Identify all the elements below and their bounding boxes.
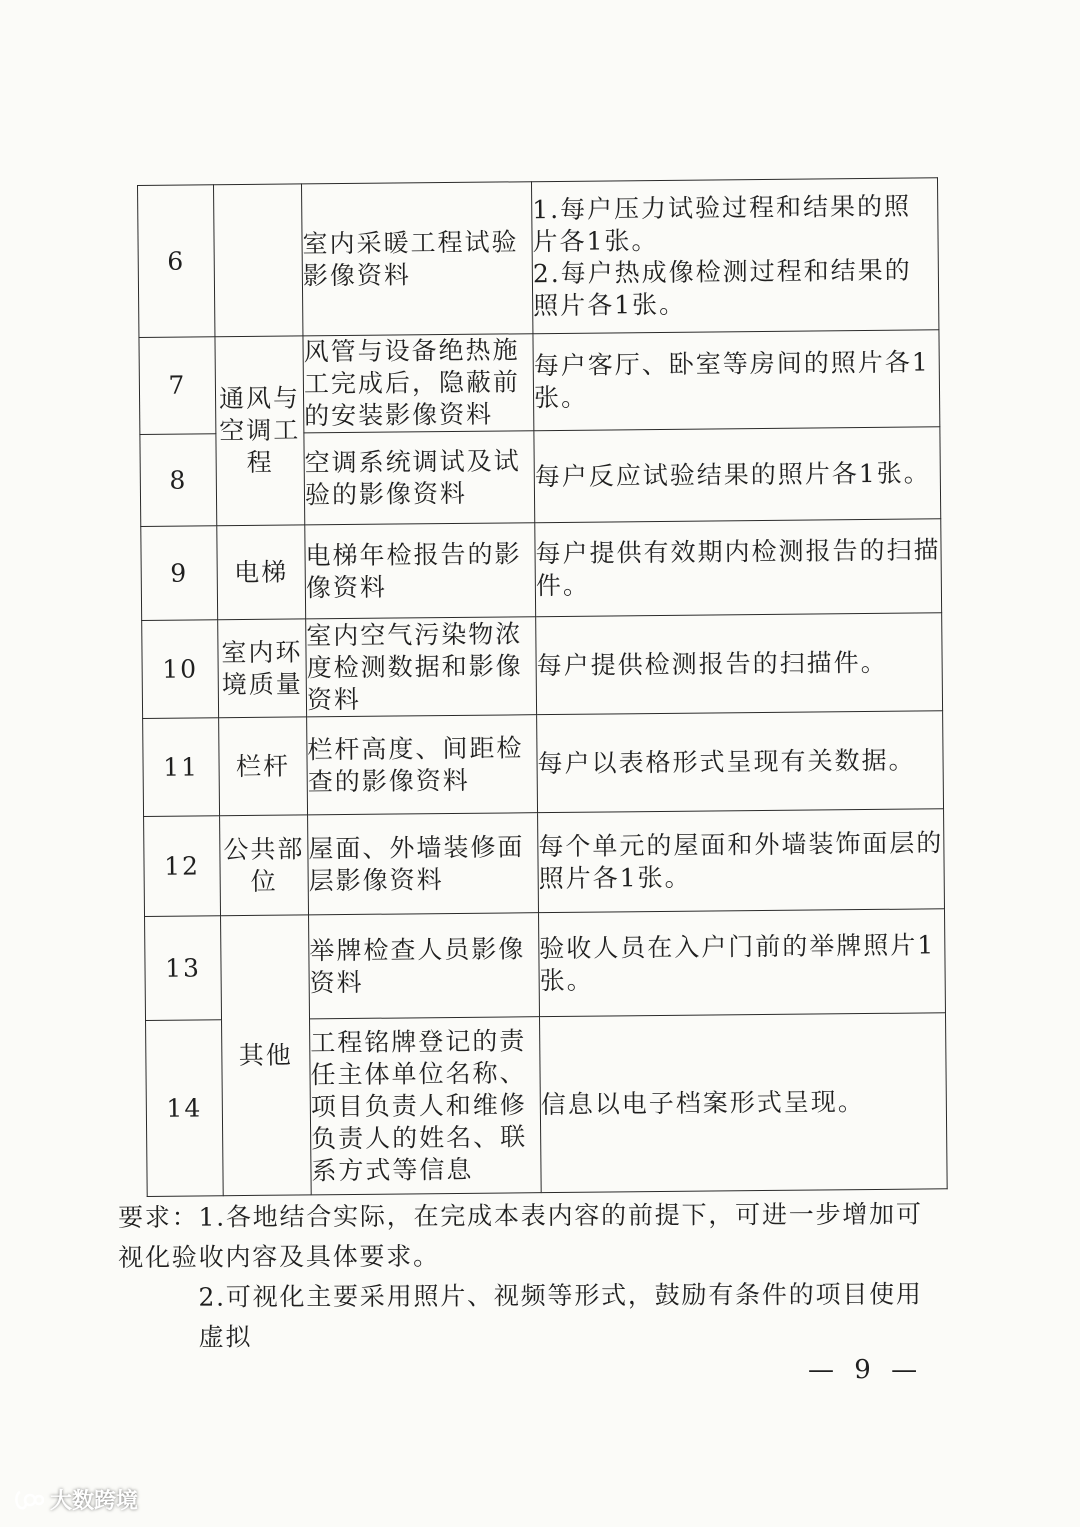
row-requirement: 每户客厅、卧室等房间的照片各1张。 <box>533 330 940 431</box>
row-number: 13 <box>145 916 222 1021</box>
row-requirement: 信息以电子档案形式呈现。 <box>540 1013 948 1193</box>
row-category <box>214 184 303 337</box>
row-item: 室内空气污染物浓度检测数据和影像资料 <box>306 617 537 717</box>
row-requirement: 每户以表格形式呈现有关数据。 <box>537 711 944 813</box>
table-row <box>144 809 945 917</box>
row-item: 室内采暖工程试验影像资料 <box>301 182 532 336</box>
row-requirement: 每户提供有效期内检测报告的扫描件。 <box>535 519 942 617</box>
row-requirement <box>531 178 938 334</box>
row-requirement: 每个单元的屋面和外墙装饰面层的照片各1张。 <box>538 809 945 913</box>
row-item: 屋面、外墙装修面层影像资料 <box>308 813 539 915</box>
row-requirement: 每户反应试验结果的照片各1张。 <box>534 427 941 523</box>
requirements-notes <box>118 1194 939 1358</box>
row-requirement: 每户提供检测报告的扫描件。 <box>536 613 943 715</box>
row-number: 12 <box>144 816 221 917</box>
watermark-text: 大数跨境 <box>50 1489 139 1514</box>
page-number: — 9 — <box>808 1355 924 1385</box>
row-item: 举牌检查人员影像资料 <box>309 913 540 1019</box>
acceptance-table <box>137 177 948 1197</box>
table-row <box>141 519 942 621</box>
row-number: 14 <box>146 1020 224 1197</box>
note-line-1: 要求：1.各地结合实际，在完成本表内容的前提下，可进一步增加可视化验收内容及具体要求。 <box>118 1199 923 1272</box>
row-number: 10 <box>142 620 219 719</box>
row-item: 工程铭牌登记的责任主体单位名称、项目负责人和维修负责人的姓名、联系方式等信息 <box>310 1017 542 1195</box>
table-row <box>138 178 939 338</box>
row-item: 栏杆高度、间距检查的影像资料 <box>307 715 538 815</box>
row-number: 7 <box>139 337 216 435</box>
row-item: 空调系统调试及试验的影像资料 <box>304 431 535 525</box>
row-requirement: 验收人员在入户门前的举牌照片1张。 <box>539 909 946 1017</box>
watermark <box>14 1484 138 1515</box>
watermark-logo-icon <box>14 1489 44 1511</box>
table-row <box>145 909 946 1021</box>
table-row <box>139 330 940 435</box>
requirement-line: 1.每户压力试验过程和结果的照片各1张。 <box>532 191 912 256</box>
row-number: 11 <box>143 718 220 817</box>
row-category: 通风与空调工程 <box>215 336 305 526</box>
requirement-line: 2.每户热成像检测过程和结果的照片各1张。 <box>532 255 912 320</box>
row-number: 9 <box>141 526 218 621</box>
row-category: 其他 <box>221 915 312 1196</box>
row-category: 栏杆 <box>219 717 308 816</box>
note-line-2: 2.可视化主要采用照片、视频等形式，鼓励有条件的项目使用虚拟 <box>198 1279 923 1352</box>
row-number: 6 <box>138 185 215 338</box>
row-item: 电梯年检报告的影像资料 <box>305 523 536 619</box>
row-category: 电梯 <box>217 525 306 620</box>
row-item: 风管与设备绝热施工完成后，隐蔽前的安装影像资料 <box>303 334 534 433</box>
row-category: 公共部位 <box>220 815 309 916</box>
table-row <box>142 613 943 719</box>
row-category: 室内环境质量 <box>218 619 307 718</box>
row-number: 8 <box>140 434 217 527</box>
table-row <box>143 711 944 817</box>
